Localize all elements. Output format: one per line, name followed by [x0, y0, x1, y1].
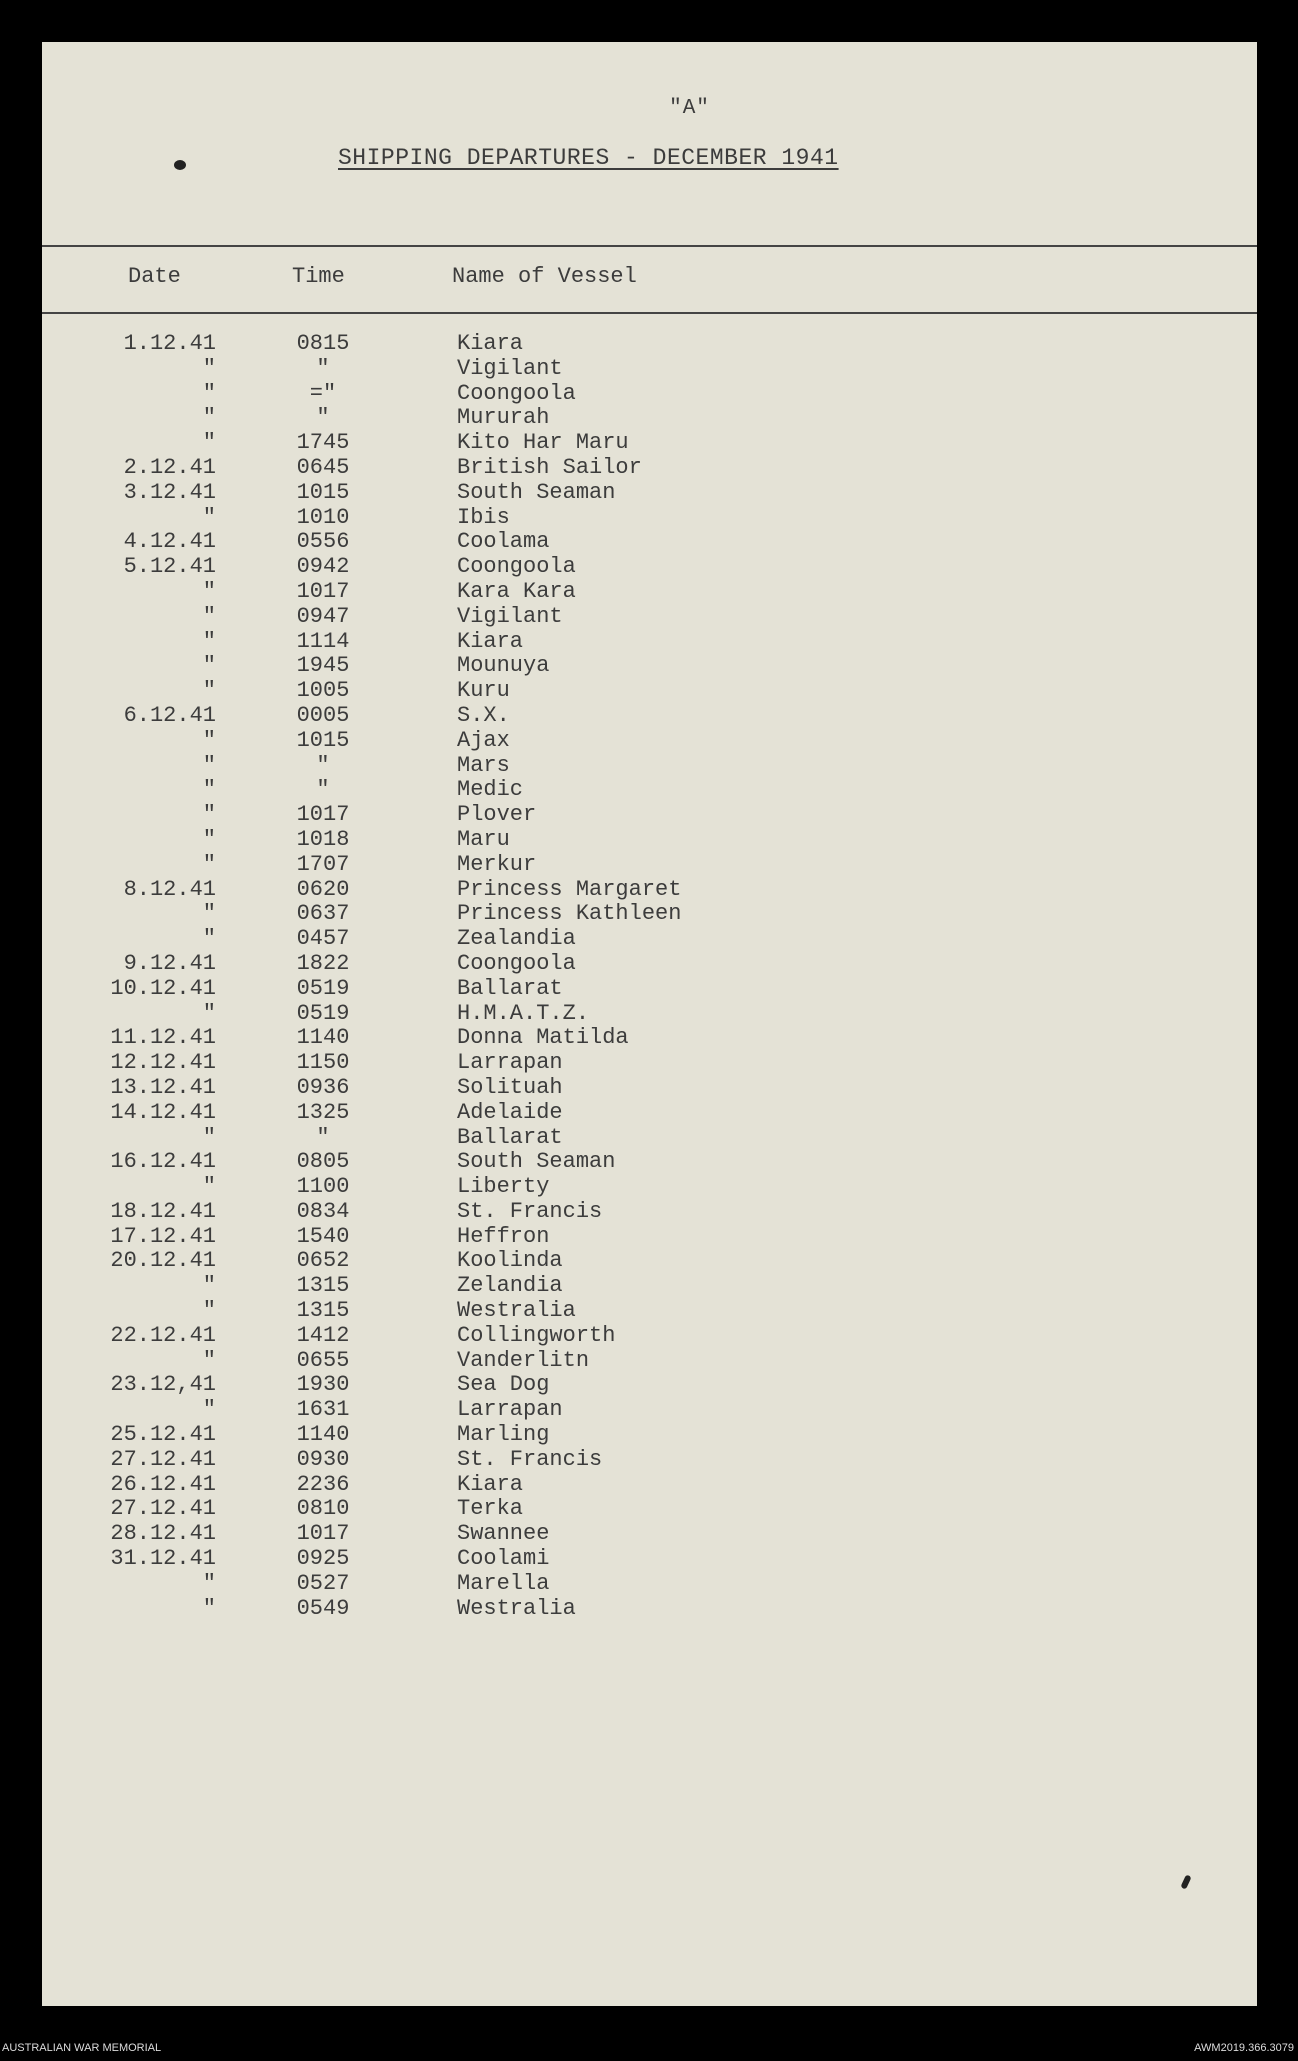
- table-row: [42, 506, 1257, 531]
- table-row: [42, 1076, 1257, 1101]
- row-date: 31.12.41: [110, 1546, 216, 1572]
- row-date: ": [202, 1124, 216, 1150]
- row-time: 1017: [296, 1521, 350, 1547]
- row-date: 27.12.41: [110, 1496, 216, 1522]
- row-date: ": [202, 1298, 216, 1324]
- footer-source: AUSTRALIAN WAR MEMORIAL: [2, 2042, 162, 2054]
- row-time: ": [316, 752, 330, 778]
- row-date: ": [202, 777, 216, 803]
- row-date: ": [202, 901, 216, 927]
- table-row: [42, 1225, 1257, 1250]
- row-time: 0810: [296, 1496, 350, 1522]
- row-time: 1945: [296, 653, 350, 679]
- row-vessel: Marella: [457, 1570, 550, 1596]
- row-vessel: Koolinda: [457, 1248, 563, 1274]
- row-vessel: Coolama: [457, 529, 550, 555]
- row-date: ": [202, 355, 216, 381]
- table-row: [42, 927, 1257, 952]
- row-date: ": [202, 628, 216, 654]
- table-row: [42, 704, 1257, 729]
- table-row: [42, 456, 1257, 481]
- table-row: [42, 1175, 1257, 1200]
- row-date: 27.12.41: [110, 1446, 216, 1472]
- table-row: [42, 1349, 1257, 1374]
- row-vessel: Plover: [457, 802, 537, 828]
- row-date: ": [202, 504, 216, 530]
- row-time: ": [316, 1124, 330, 1150]
- row-time: 1140: [296, 1422, 350, 1448]
- row-time: ": [316, 777, 330, 803]
- table-row: [42, 828, 1257, 853]
- footer-reference: AWM2019.366.3079: [1194, 2042, 1294, 2054]
- column-header-time: Time: [292, 264, 345, 289]
- row-time: 0930: [296, 1446, 350, 1472]
- document-heading-letter: "A": [669, 97, 710, 120]
- row-vessel: Mounuya: [457, 653, 550, 679]
- row-vessel: Adelaide: [457, 1099, 563, 1125]
- table-row: [42, 1026, 1257, 1051]
- table-row: [42, 778, 1257, 803]
- row-vessel: Zelandia: [457, 1273, 563, 1299]
- table-top-rule: [42, 245, 1257, 247]
- row-vessel: Vigilant: [457, 603, 563, 629]
- row-vessel: St. Francis: [457, 1198, 603, 1224]
- row-time: ": [316, 355, 330, 381]
- row-date: 28.12.41: [110, 1521, 216, 1547]
- row-time: 1325: [296, 1099, 350, 1125]
- row-vessel: S.X.: [457, 702, 510, 728]
- row-date: ": [202, 405, 216, 431]
- row-time: 0556: [296, 529, 350, 555]
- table-row: [42, 630, 1257, 655]
- row-vessel: Larrapan: [457, 1397, 563, 1423]
- row-date: 2.12.41: [123, 454, 216, 480]
- row-date: 18.12.41: [110, 1198, 216, 1224]
- row-time: 1315: [296, 1273, 350, 1299]
- row-time: 1015: [296, 727, 350, 753]
- row-date: ": [202, 1397, 216, 1423]
- row-date: 5.12.41: [123, 554, 216, 580]
- table-row: [42, 902, 1257, 927]
- row-vessel: Ajax: [457, 727, 510, 753]
- row-vessel: Marling: [457, 1422, 550, 1448]
- row-vessel: Ibis: [457, 504, 510, 530]
- row-vessel: Coongoola: [457, 950, 576, 976]
- table-row: [42, 431, 1257, 456]
- row-time: 1631: [296, 1397, 350, 1423]
- row-time: 0942: [296, 554, 350, 580]
- table-row: [42, 580, 1257, 605]
- row-vessel: South Seaman: [457, 1149, 616, 1175]
- table-row: [42, 357, 1257, 382]
- row-time: 1017: [296, 578, 350, 604]
- table-row: [42, 1051, 1257, 1076]
- table-row: [42, 977, 1257, 1002]
- table-row: [42, 1126, 1257, 1151]
- row-time: 0519: [296, 975, 350, 1001]
- row-time: 2236: [296, 1471, 350, 1497]
- table-row: [42, 1249, 1257, 1274]
- row-date: 25.12.41: [110, 1422, 216, 1448]
- row-date: ": [202, 752, 216, 778]
- row-vessel: Vanderlitn: [457, 1347, 590, 1373]
- table-header-rule: [42, 312, 1257, 314]
- table-row: [42, 952, 1257, 977]
- row-date: ": [202, 678, 216, 704]
- row-date: 14.12.41: [110, 1099, 216, 1125]
- column-header-date: Date: [128, 264, 181, 289]
- row-time: 0655: [296, 1347, 350, 1373]
- row-date: 12.12.41: [110, 1050, 216, 1076]
- row-vessel: Zealandia: [457, 926, 576, 952]
- table-row: [42, 679, 1257, 704]
- row-time: 1745: [296, 430, 350, 456]
- row-time: 0834: [296, 1198, 350, 1224]
- row-time: 1140: [296, 1025, 350, 1051]
- row-vessel: Larrapan: [457, 1050, 563, 1076]
- row-vessel: Liberty: [457, 1174, 550, 1200]
- row-time: 0925: [296, 1546, 350, 1572]
- row-time: 1114: [296, 628, 350, 654]
- row-vessel: Mururah: [457, 405, 550, 431]
- table-row: [42, 1002, 1257, 1027]
- row-vessel: Kito Har Maru: [457, 430, 629, 456]
- row-time: 1540: [296, 1223, 350, 1249]
- table-row: [42, 878, 1257, 903]
- row-date: 16.12.41: [110, 1149, 216, 1175]
- row-vessel: Ballarat: [457, 975, 563, 1001]
- table-row: [42, 1274, 1257, 1299]
- table-row: [42, 1423, 1257, 1448]
- row-date: 20.12.41: [110, 1248, 216, 1274]
- row-vessel: Coongoola: [457, 554, 576, 580]
- table-row: [42, 1473, 1257, 1498]
- table-row: [42, 1497, 1257, 1522]
- table-row: [42, 1101, 1257, 1126]
- row-date: ": [202, 380, 216, 406]
- row-date: ": [202, 1595, 216, 1621]
- table-row: [42, 754, 1257, 779]
- row-date: ": [202, 926, 216, 952]
- row-date: ": [202, 1273, 216, 1299]
- row-time: 0519: [296, 1000, 350, 1026]
- row-time: ": [316, 405, 330, 431]
- row-date: ": [202, 727, 216, 753]
- row-vessel: Medic: [457, 777, 524, 803]
- row-time: 0005: [296, 702, 350, 728]
- table-row: [42, 555, 1257, 580]
- row-vessel: Sea Dog: [457, 1372, 550, 1398]
- table-row: [42, 481, 1257, 506]
- row-date: 11.12.41: [110, 1025, 216, 1051]
- departures-table: [42, 332, 1257, 1621]
- row-vessel: Donna Matilda: [457, 1025, 629, 1051]
- row-date: 22.12.41: [110, 1322, 216, 1348]
- row-time: 1412: [296, 1322, 350, 1348]
- row-vessel: South Seaman: [457, 479, 616, 505]
- table-row: [42, 729, 1257, 754]
- row-vessel: Terka: [457, 1496, 524, 1522]
- row-date: 4.12.41: [123, 529, 216, 555]
- table-row: [42, 803, 1257, 828]
- row-time: 0637: [296, 901, 350, 927]
- table-row: [42, 1597, 1257, 1622]
- row-date: ": [202, 826, 216, 852]
- row-date: ": [202, 603, 216, 629]
- table-row: [42, 654, 1257, 679]
- row-time: 1822: [296, 950, 350, 976]
- row-vessel: Westralia: [457, 1595, 576, 1621]
- table-row: [42, 332, 1257, 357]
- table-row: [42, 1200, 1257, 1225]
- row-date: 9.12.41: [123, 950, 216, 976]
- table-row: [42, 406, 1257, 431]
- row-vessel: Maru: [457, 826, 510, 852]
- table-row: [42, 1522, 1257, 1547]
- column-header-vessel: Name of Vessel: [452, 264, 637, 289]
- row-vessel: Kuru: [457, 678, 510, 704]
- ink-mark: [1180, 1874, 1191, 1889]
- row-date: 3.12.41: [123, 479, 216, 505]
- row-date: 26.12.41: [110, 1471, 216, 1497]
- row-time: 1017: [296, 802, 350, 828]
- row-date: ": [202, 1174, 216, 1200]
- row-date: ": [202, 802, 216, 828]
- document-page: [42, 42, 1257, 2006]
- table-row: [42, 1547, 1257, 1572]
- row-vessel: Mars: [457, 752, 510, 778]
- row-time: 0805: [296, 1149, 350, 1175]
- row-vessel: Kiara: [457, 1471, 524, 1497]
- row-time: =": [309, 380, 337, 406]
- row-date: 1.12.41: [123, 331, 216, 356]
- row-vessel: H.M.A.T.Z.: [457, 1000, 590, 1026]
- row-date: 6.12.41: [123, 702, 216, 728]
- row-vessel: British Sailor: [457, 454, 642, 480]
- row-time: 0457: [296, 926, 350, 952]
- row-date: ": [202, 430, 216, 456]
- row-date: ": [202, 578, 216, 604]
- row-vessel: Coolami: [457, 1546, 550, 1572]
- row-time: 1150: [296, 1050, 350, 1076]
- table-row: [42, 853, 1257, 878]
- row-vessel: Ballarat: [457, 1124, 563, 1150]
- ink-blot: [174, 160, 186, 170]
- table-row: [42, 1373, 1257, 1398]
- row-date: ": [202, 1570, 216, 1596]
- row-vessel: Vigilant: [457, 355, 563, 381]
- row-time: 1005: [296, 678, 350, 704]
- row-date: ": [202, 851, 216, 877]
- row-time: 0549: [296, 1595, 350, 1621]
- row-date: 10.12.41: [110, 975, 216, 1001]
- row-time: 1315: [296, 1298, 350, 1324]
- row-vessel: Coongoola: [457, 380, 576, 406]
- table-row: [42, 1398, 1257, 1423]
- document-title: SHIPPING DEPARTURES - DECEMBER 1941: [338, 145, 839, 171]
- row-time: 0527: [296, 1570, 350, 1596]
- row-time: 1018: [296, 826, 350, 852]
- table-row: [42, 1324, 1257, 1349]
- table-row: [42, 1572, 1257, 1597]
- row-date: 23.12,41: [110, 1372, 216, 1398]
- row-vessel: Merkur: [457, 851, 537, 877]
- row-time: 0936: [296, 1074, 350, 1100]
- row-vessel: Swannee: [457, 1521, 550, 1547]
- table-row: [42, 605, 1257, 630]
- row-time: 1707: [296, 851, 350, 877]
- row-date: ": [202, 1347, 216, 1373]
- table-row: [42, 1448, 1257, 1473]
- row-vessel: Collingworth: [457, 1322, 616, 1348]
- table-row: [42, 382, 1257, 407]
- row-vessel: Westralia: [457, 1298, 576, 1324]
- row-date: ": [202, 653, 216, 679]
- row-vessel: Kara Kara: [457, 578, 576, 604]
- row-time: 0815: [296, 331, 350, 356]
- row-time: 0652: [296, 1248, 350, 1274]
- table-row: [42, 1299, 1257, 1324]
- row-time: 1010: [296, 504, 350, 530]
- row-time: 1015: [296, 479, 350, 505]
- row-date: 17.12.41: [110, 1223, 216, 1249]
- table-row: [42, 1150, 1257, 1175]
- table-row: [42, 530, 1257, 555]
- row-time: 1100: [296, 1174, 350, 1200]
- row-vessel: Kiara: [457, 628, 524, 654]
- row-vessel: Princess Kathleen: [457, 901, 682, 927]
- row-time: 0947: [296, 603, 350, 629]
- row-time: 0645: [296, 454, 350, 480]
- row-time: 1930: [296, 1372, 350, 1398]
- row-vessel: Kiara: [457, 331, 524, 356]
- row-time: 0620: [296, 876, 350, 902]
- row-vessel: St. Francis: [457, 1446, 603, 1472]
- row-vessel: Heffron: [457, 1223, 550, 1249]
- row-date: 13.12.41: [110, 1074, 216, 1100]
- row-vessel: Princess Margaret: [457, 876, 682, 902]
- row-date: 8.12.41: [123, 876, 216, 902]
- row-vessel: Solituah: [457, 1074, 563, 1100]
- row-date: ": [202, 1000, 216, 1026]
